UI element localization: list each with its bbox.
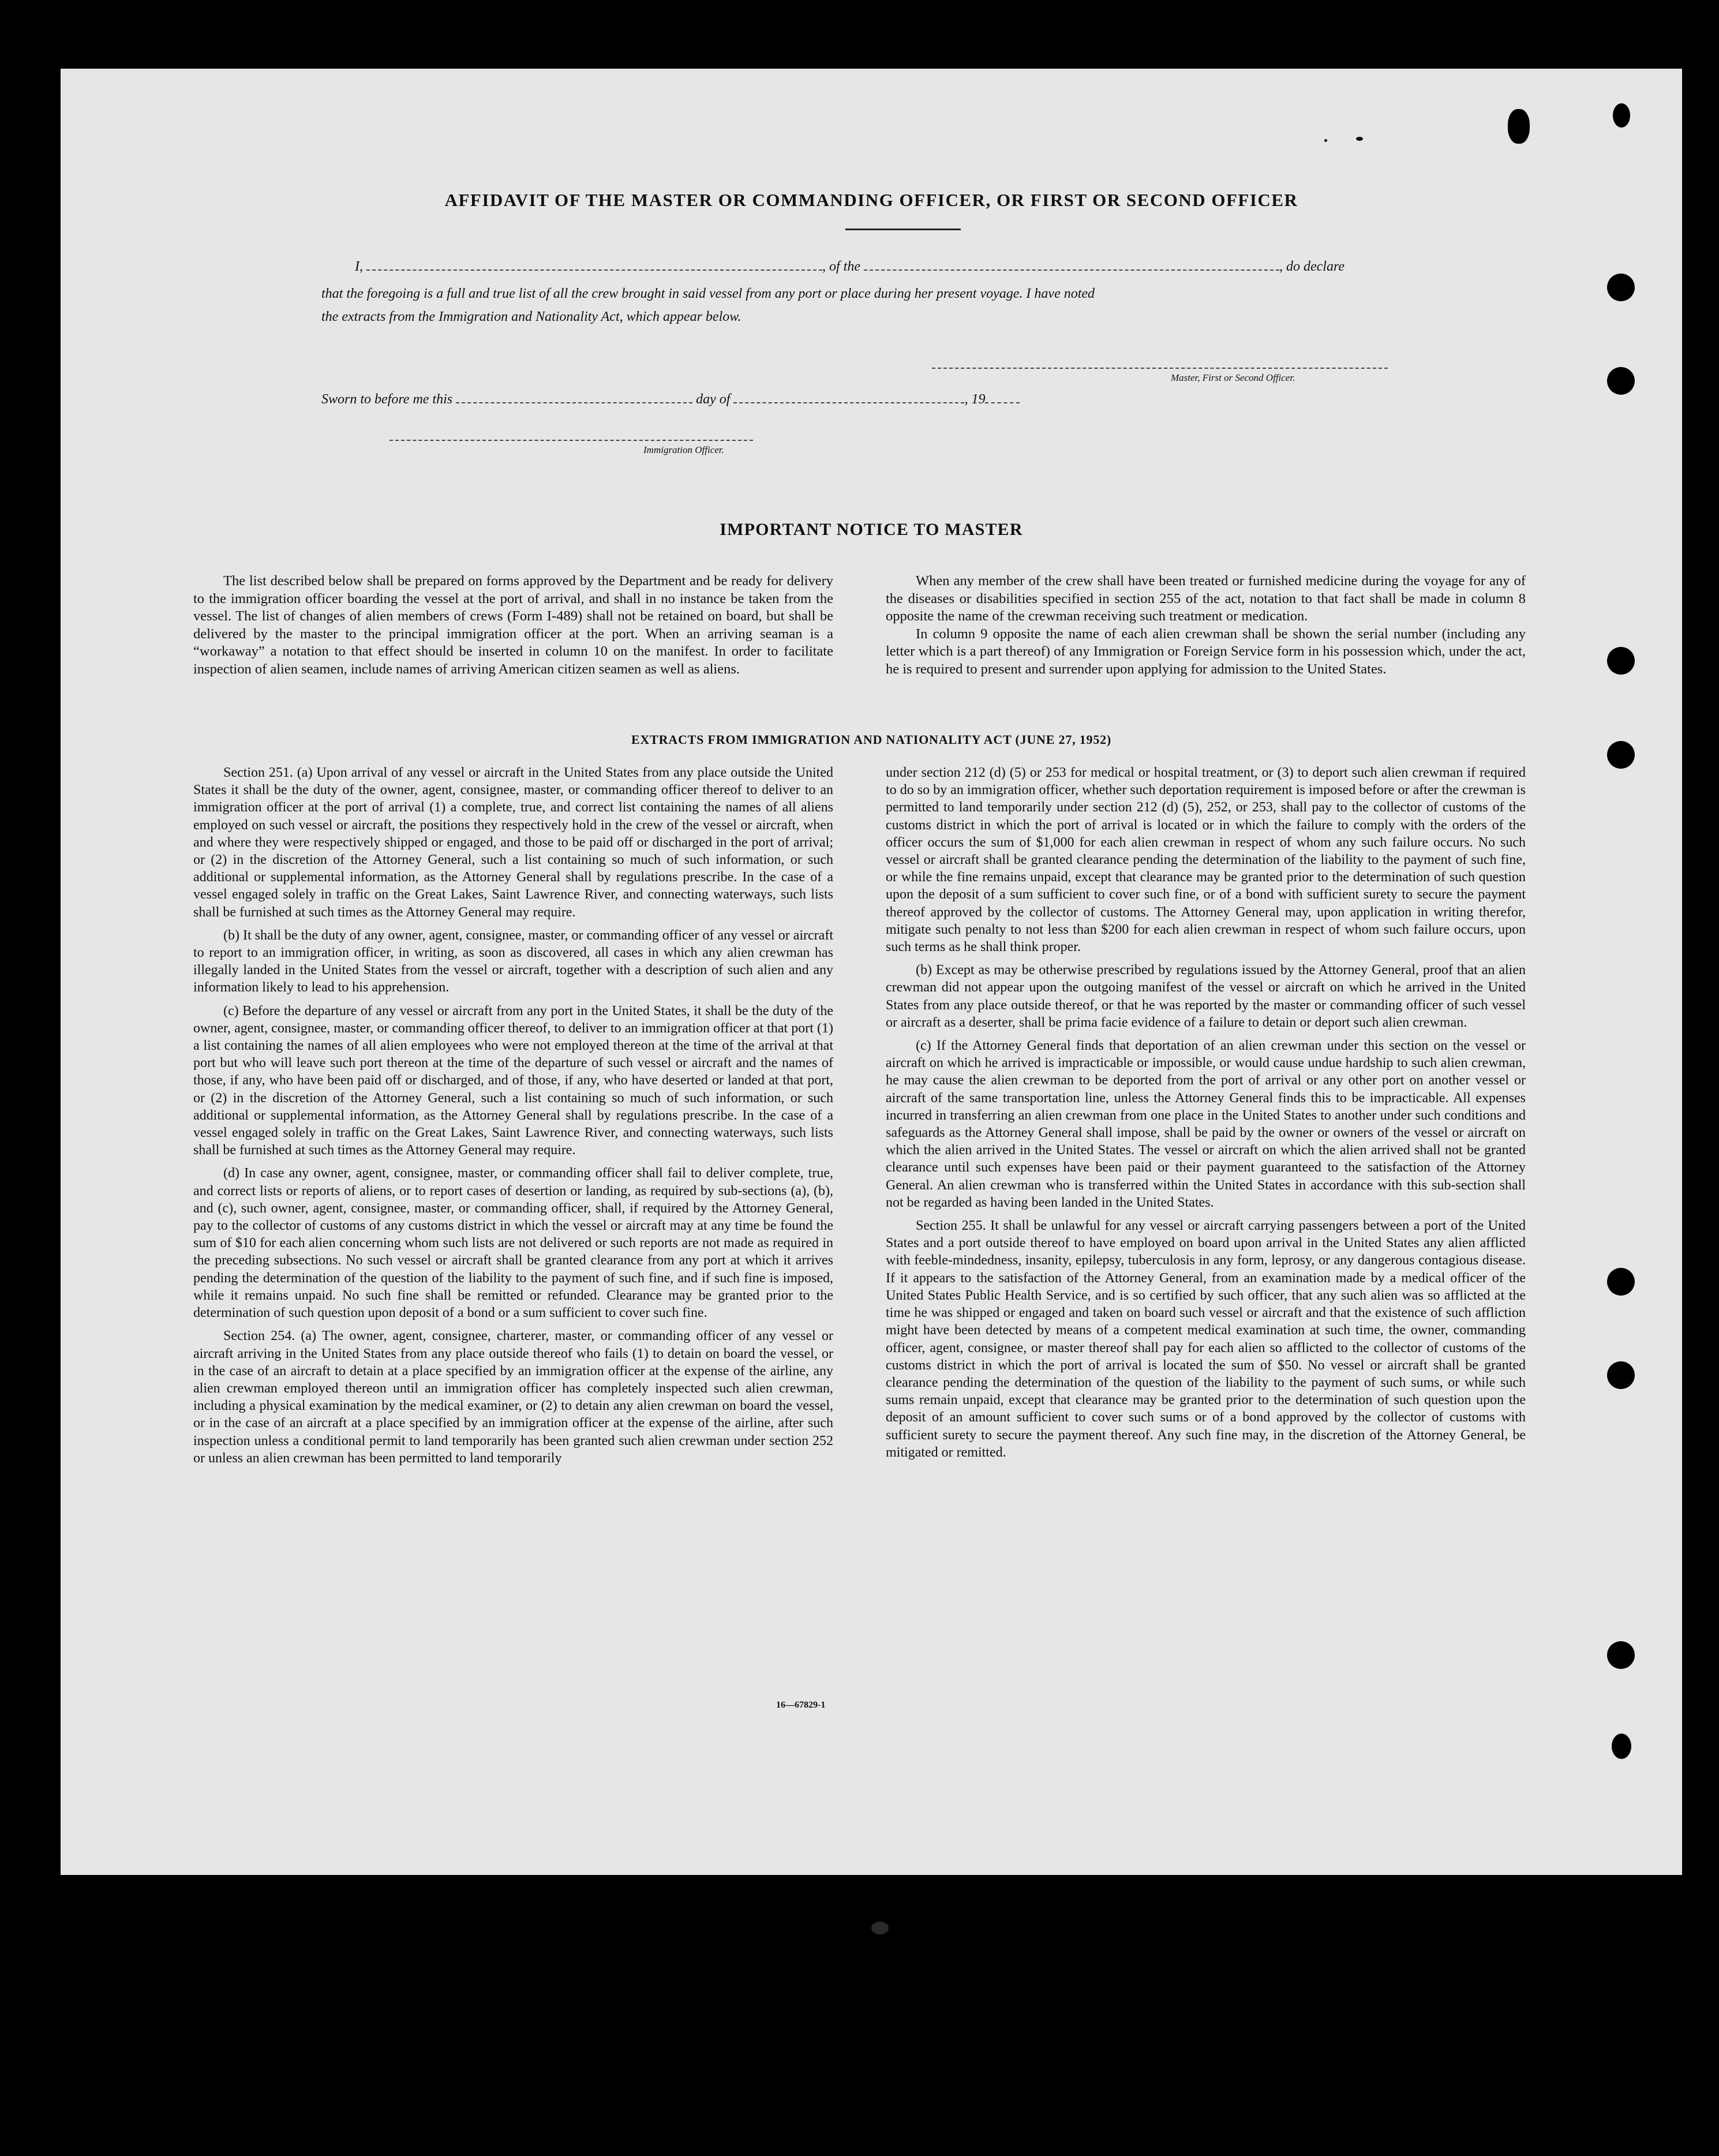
i-label: I, [355,259,363,274]
day-of-label: day of [696,392,731,407]
vessel-blank[interactable] [864,261,1279,271]
scan-speck [1356,137,1363,141]
affidavit-title: AFFIDAVIT OF THE MASTER OR COMMANDING OFFICER, OR FIRST OR SECOND OFFICER [444,190,1298,210]
extracts-right-column [886,764,1526,1467]
notice-right-paragraph-1: When any member of the crew shall have been treated or furnished medicine during the voyage for any of the diseases or disabilities specified in section 255 of the act, notation to that fact shall be made in column 8 opposite the name of the crewman receiving such treatment or medication. [886,573,1526,624]
sworn-month-blank[interactable] [733,394,964,403]
binder-hole [1613,103,1630,128]
form-page [61,69,1682,1875]
notice-left-column [193,572,833,684]
section-251-d: (d) In case any owner, agent, consignee, master, or commanding officer shall fail to deliver complete, true, and correct lists or reports of aliens, or to report cases of desertion or landing, as required by sub-sections (a), (b), and (c), such owner, agent, consignee, master, or commanding officer, shall, if required by the Attorney General, pay to the collector of customs of any customs district in which the vessel or aircraft may at any time be found the sum of $10 for each alien concerning whom such lists are not delivered or such reports are not made as required in the preceding subsections. No such vessel or aircraft shall be granted clearance from any port at which it arrives pending the determination of the question of the liability to the payment of such fine, and if such fine is imposed, while it remains unpaid. No such fine shall be remitted or refunded. Clearance may be granted prior to the determination of such question upon deposit of a bond or a sum sufficient to cover such fine. [193,1166,833,1321]
binder-hole [1607,367,1635,395]
section-254-c: (c) If the Attorney General finds that deportation of an alien crewman under this section on the vessel or aircraft on which he arrived is impracticable or impossible, or would cause undue hardship to such alien crewman, he may cause the alien crewman to be deported from the port of arrival or any other port on another vessel or aircraft of the same transportation line, unless the Attorney General finds this to be impracticable. All expenses incurred in transferring an alien crewman from one place in the United States to another under such conditions and safeguards as the Attorney General shall impose, shall be paid by the owner or owners of the vessel or aircraft on which the alien arrived in the United States. The vessel or aircraft on which the alien arrived shall not be granted clearance until such expenses have been paid or their payment guaranteed to the satisfaction of the Attorney General. An alien crewman who is transferred within the United States in accordance with this sub-section shall not be regarded as having been landed in the United States. [886,1038,1526,1210]
binder-hole [1607,1641,1635,1669]
name-blank[interactable] [366,261,822,271]
binder-hole [1607,1268,1635,1296]
sworn-line [321,392,1020,407]
oath-statement-line-2: the extracts from the Immigration and Nationality Act, which appear below. [321,309,741,324]
form-code: 16—67829-1 [776,1700,826,1710]
binder-hole [1607,274,1635,301]
scan-artifact [871,1922,889,1934]
section-254-a-continued: under section 212 (d) (5) or 253 for medical or hospital treatment, or (3) to deport such alien crewman if required to do so by an immigration officer, whether such deportation requirement is imposed before or after the crewman is permitted to land temporarily under section 212 (d) (5), 252, or 253, shall pay to the collector of customs of the customs district in which the port of arrival is located or in which the failure to comply with the orders of the officer occurs the sum of $1,000 for each alien crewman in respect of whom any such failure occurs. No such vessel or aircraft shall be granted clearance pending the determination of the liability to the payment of such fine, or while the fine remains unpaid, except that clearance may be granted prior to the determination of such question upon the deposit of a sum sufficient to cover such fine, or of a bond with sufficient surety to secure the payment thereof approved by the collector of customs. The Attorney General may, upon application in writing therefor, mitigate such penalty to not less than $200 for each alien crewman in respect of whom such failure occurs, upon such terms as he shall think proper. [886,765,1526,955]
officer-signature-line[interactable] [390,440,753,441]
master-signature-caption: Master, First or Second Officer. [1171,372,1295,383]
notice-heading: IMPORTANT NOTICE TO MASTER [720,520,1023,539]
section-251-a: Section 251. (a) Upon arrival of any vessel or aircraft in the United States from any place outside the United States it shall be the duty of the owner, agent, consignee, master, or commanding officer thereof to deliver to an immigration officer at the port of arrival (1) a complete, true, and correct list containing the names of all aliens employed on such vessel or aircraft, the positions they respectively hold in the crew of the vessel or aircraft, when and where they were respectively shipped or engaged, and those to be paid off or discharged in the port of arrival; or (2) in the discretion of the Attorney General, such a list containing so much of such information, or such additional or supplemental information, as the Attorney General shall by regulations prescribe. In the case of a vessel engaged solely in traffic on the Great Lakes, Saint Lawrence River, and connecting waterways, such lists shall be furnished at such times as the Attorney General may require. [193,765,833,920]
extracts-heading: EXTRACTS FROM IMMIGRATION AND NATIONALITY ACT (JUNE 27, 1952) [631,732,1112,747]
binder-hole [1612,1734,1631,1759]
binder-hole [1607,741,1635,769]
do-declare-label: , do declare [1279,259,1345,274]
oath-statement-line-1: that the foregoing is a full and true list of all the crew brought in said vessel from any port or place during her present voyage. I have noted [321,286,1095,301]
section-254-a: Section 254. (a) The owner, agent, consignee, charterer, master, or commanding officer of any vessel or aircraft arriving in the United States from any place outside thereof who fails (1) to detain on board the vessel, or in the case of an aircraft to detain at a place specified by an immigration officer at the expense of the airline, any alien crewman employed thereon until an immigration officer has completely inspected such alien crewman, including a physical examination by the medical examiner, or (2) to detain any alien crewman on board the vessel, or in the case of an aircraft at a place specified by an immigration officer at the expense of the airline, after such inspection unless a conditional permit to land temporarily has been granted such alien crewman under section 252 or unless an alien crewman has been permitted to land temporarily [193,1328,833,1466]
title-underline [845,229,961,230]
master-signature-line[interactable] [932,368,1388,369]
binder-hole-mark [1508,109,1530,144]
section-251-b: (b) It shall be the duty of any owner, agent, consignee, master, or commanding officer of any vessel or aircraft to report to an immigration officer, in writing, as soon as discovered, all cases in which any alien crewman has illegally landed in the United States from the vessel or aircraft, together with a description of such alien and any information likely to lead to his apprehension. [193,927,833,995]
sworn-day-blank[interactable] [456,394,692,403]
officer-caption: Immigration Officer. [643,444,724,455]
extracts-left-column [193,764,833,1473]
section-255: Section 255. It shall be unlawful for any vessel or aircraft carrying passengers between a port of the United States and a port outside thereof to have employed on board upon arrival in the United States any alien afflicted with feeble-mindedness, insanity, epilepsy, tuberculosis in any form, leprosy, or any dangerous contagious disease. If it appears to the satisfaction of the Attorney General, from an examination made by a medical officer of the United States Public Health Service, and is so certified by such officer, that any such alien was so afflicted at the time he was shipped or engaged and taken on board such vessel or aircraft and that the existence of such affliction might have been detected by means of a competent medical examination at such time, the owner, commanding officer, agent, consignee, or master thereof shall pay for each alien so afflicted to the collector of customs of the customs district in which the port of arrival is located the sum of $50. No vessel or aircraft shall be granted clearance pending the determination of the question of the liability to the payment of such sums, or while such sums remain unpaid, except that clearance may be granted prior to the determination of such question upon the deposit of an amount sufficient to cover such sums or of a bond approved by the collector of customs with sufficient surety to secure the payment thereof. Any such fine may, in the discretion of the Attorney General, be mitigated or remitted. [886,1218,1526,1460]
section-251-c: (c) Before the departure of any vessel or aircraft from any port in the United States, it shall be the duty of the owner, agent, consignee, master, or commanding officer thereof, to deliver to an immigration officer at that port (1) a list containing the names of all alien employees who were not employed thereon at the time of the arrival at that port but who will leave such port thereon at the time of the departure of such vessel or aircraft and the names of those, if any, who have been paid off or discharged, and of those, if any, who have deserted or landed at that port, or (2) in the discretion of the Attorney General, such a list containing so much of such information, or such additional or supplemental information, as the Attorney General shall by regulations prescribe. In the case of a vessel engaged solely in traffic on the Great Lakes, Saint Lawrence River, and connecting waterways, such lists shall be furnished at such times as the Attorney General may require. [193,1003,833,1158]
notice-right-paragraph-2: In column 9 opposite the name of each alien crewman shall be shown the serial number (including any letter which is a part thereof) of any Immigration or Foreign Service form in his possession which, under the act, he is required to present and surrender upon applying for admission to the United States. [886,626,1526,677]
binder-hole [1607,1361,1635,1389]
notice-right-column [886,572,1526,684]
oath-line [355,259,1345,275]
of-the-label: , of the [822,259,860,274]
year-blank[interactable] [985,394,1020,403]
binder-hole [1607,647,1635,675]
scan-speck [1324,139,1327,142]
section-254-b: (b) Except as may be otherwise prescribed by regulations issued by the Attorney General, proof that an alien crewman did not appear upon the outgoing manifest of the vessel or aircraft on which he arrived in the United States from any place outside thereof, or that he was reported by the master or commanding officer of such vessel or aircraft as a deserter, shall be prima facie evidence of a failure to detain or deport such alien crewman. [886,963,1526,1030]
sworn-label: Sworn to before me this [321,392,453,407]
year-label: , 19 [964,392,986,407]
oath-statement [321,282,1452,328]
notice-left-paragraph: The list described below shall be prepared on forms approved by the Department and be ready for delivery to the immigration officer boarding the vessel at the port of arrival, and shall in no instance be taken from the vessel. The list of changes of alien members of crews (Form I-489) shall not be retained on board, but shall be delivered by the master to the principal immigration officer at the port. When an arriving seaman is a “workaway” a notation to that effect should be inserted in column 10 on the manifest. In order to facilitate inspection of alien seamen, include names of arriving American citizen seamen as well as aliens. [193,573,833,677]
